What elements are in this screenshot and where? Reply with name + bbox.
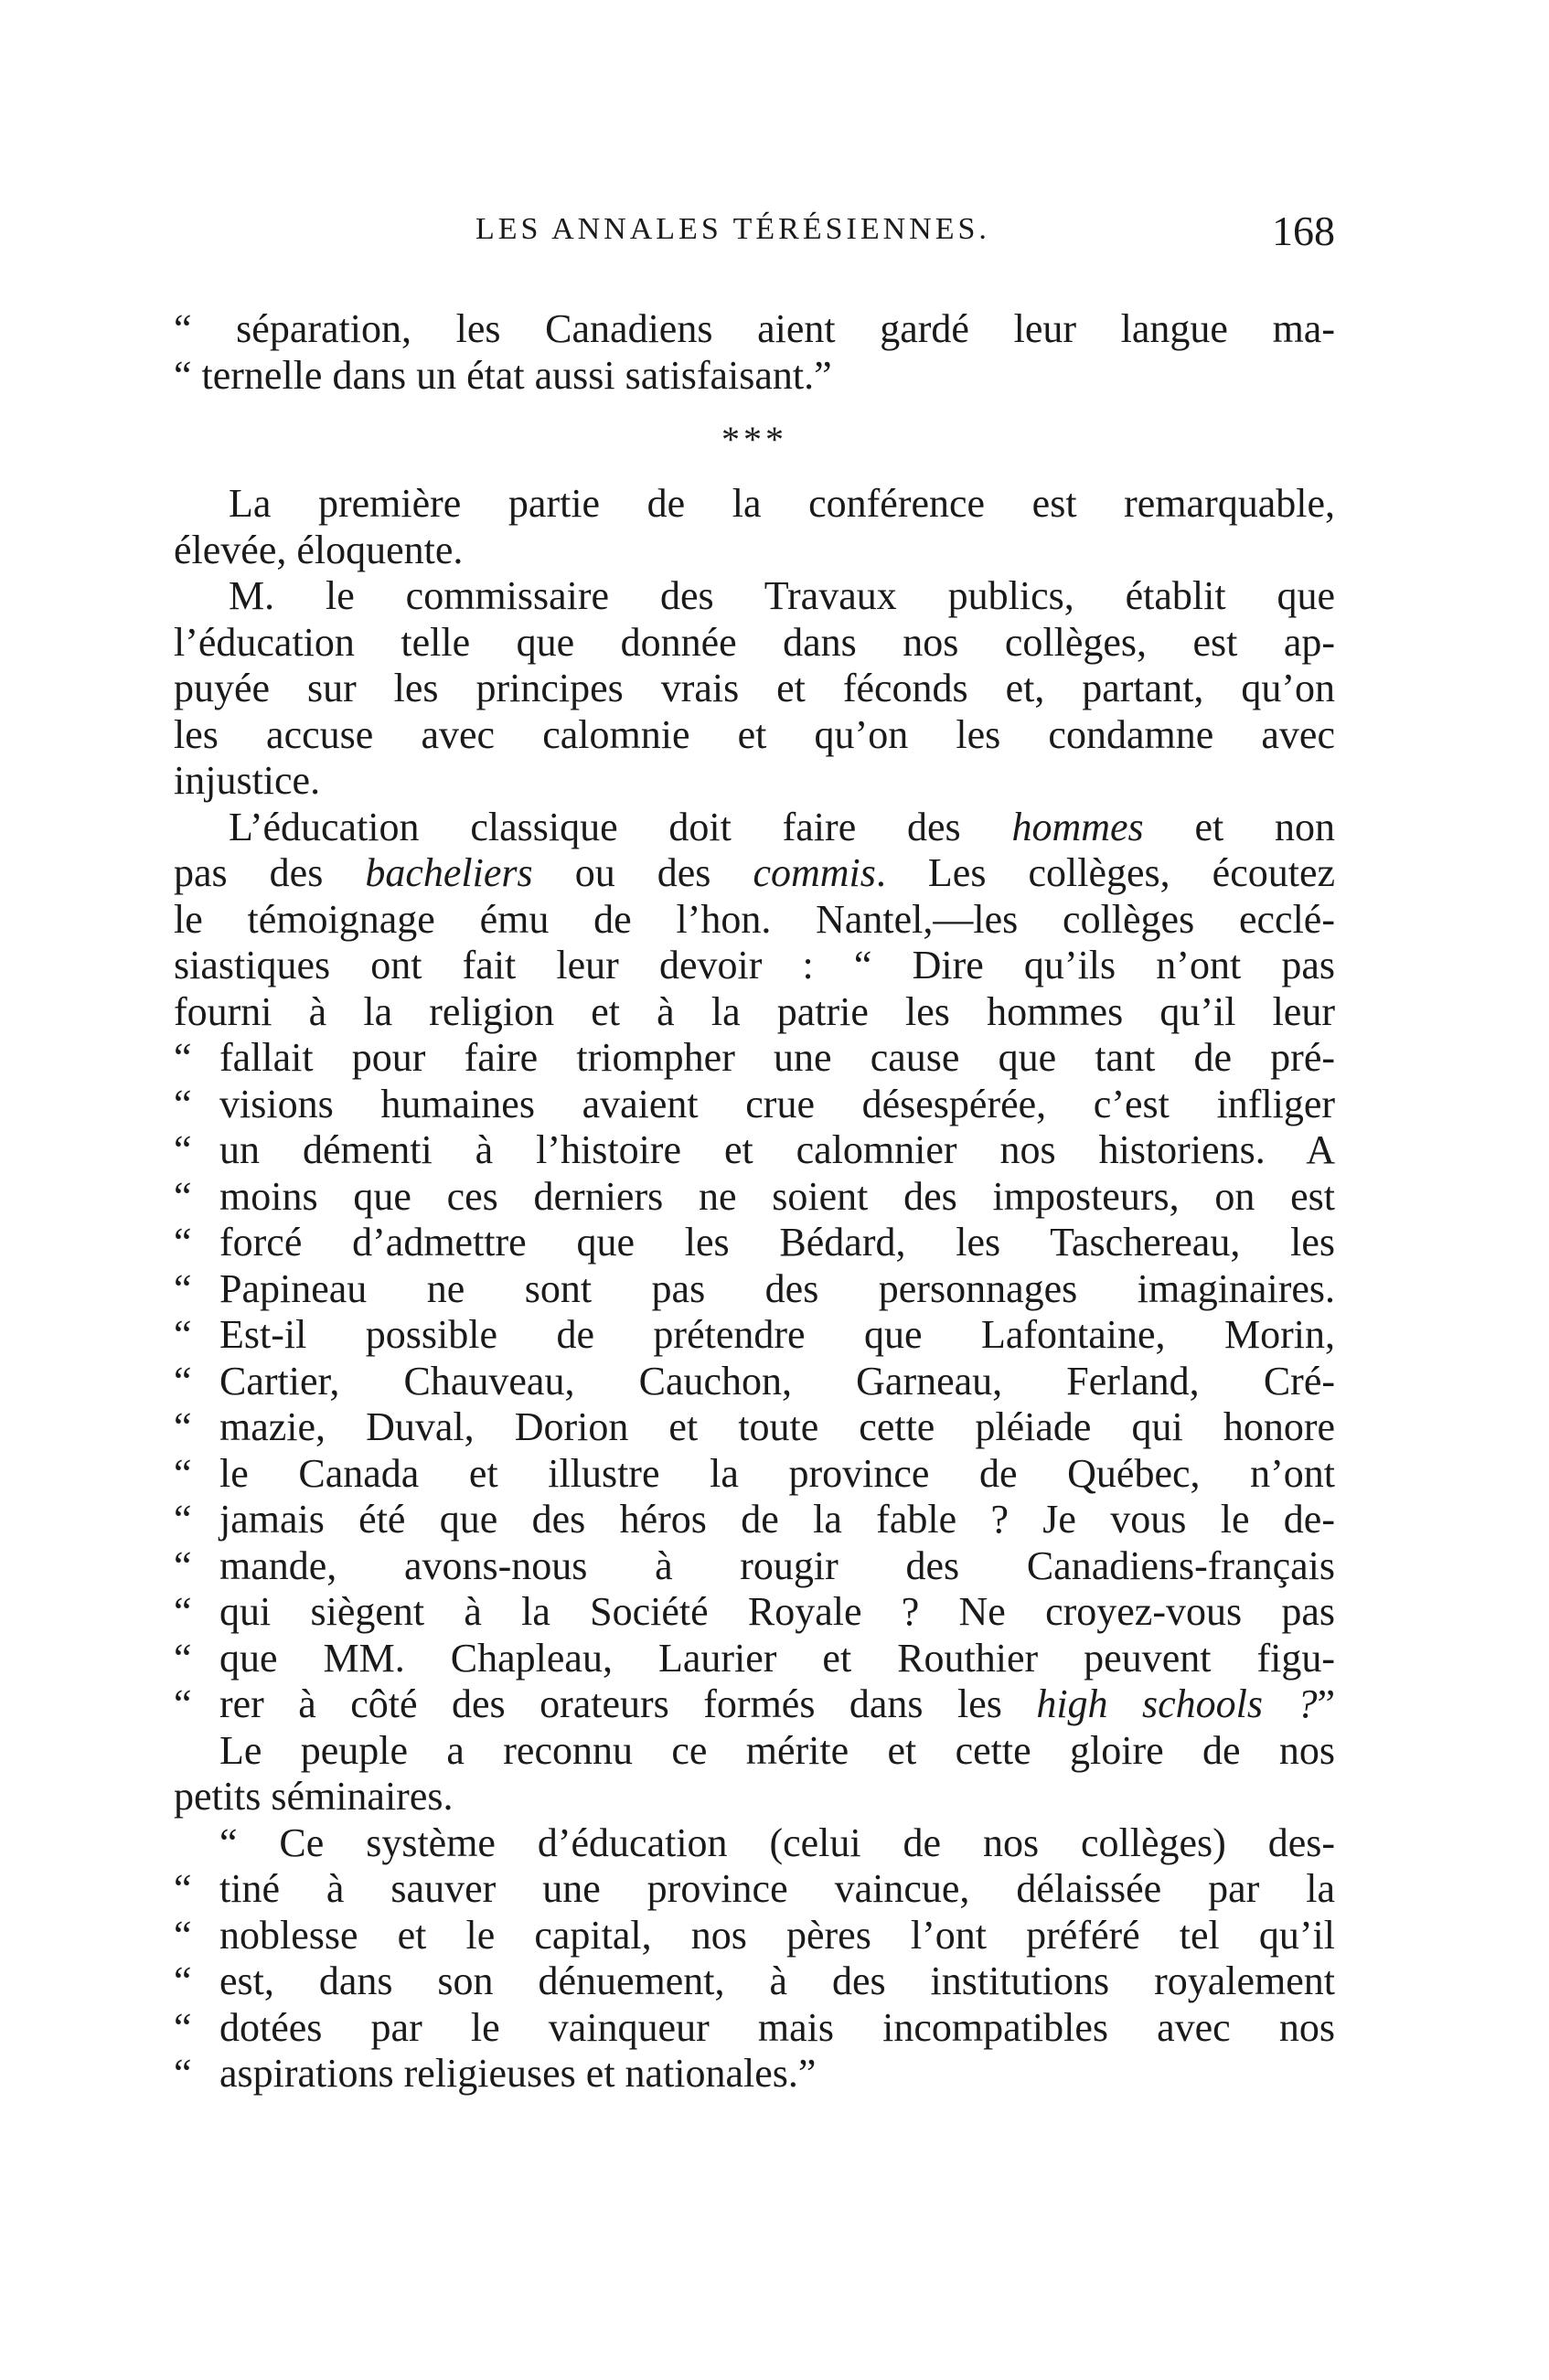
quoted-line xyxy=(174,2051,1335,2097)
quote-mark: “ xyxy=(174,1265,192,1311)
quoted-line xyxy=(174,1266,1335,1313)
quote-mark: “ xyxy=(174,1081,192,1126)
quoted-line xyxy=(174,1035,1335,1082)
text-segment: aspirations religieuses et nationales.” xyxy=(219,2051,817,2096)
quoted-line xyxy=(174,1451,1335,1498)
text-segment: fallait pour faire triompher une cause que tant de pré- xyxy=(219,1035,1335,1080)
text-segment: forcé d’admettre que les Bédard, les Taschereau, les xyxy=(219,1220,1335,1265)
text-line: les accuse avec calomnie et qu’on les condamne avec xyxy=(174,711,1335,757)
text-segment: Est-il possible de prétendre que Lafontaine, Morin, xyxy=(219,1312,1335,1357)
section-asterism: *** xyxy=(721,419,787,460)
text-segment: mazie, Duval, Dorion et toute cette pléiade qui honore xyxy=(219,1404,1335,1449)
quote-mark: “ xyxy=(174,1542,192,1588)
text-line: puyée sur les principes vrais et féconds et, partant, qu’on xyxy=(174,666,1335,710)
text-segment: qui siègent à la Société Royale ? Ne croyez-vous pas xyxy=(219,1589,1335,1634)
quote-mark: “ xyxy=(174,1404,192,1449)
text-segment: rer à côté des orateurs formés dans les xyxy=(219,1681,1037,1726)
text-segment: est, dans son dénuement, à des institutions royalement xyxy=(219,1958,1335,2003)
quote-mark: “ xyxy=(174,1127,192,1172)
quoted-line xyxy=(174,1958,1335,2005)
quoted-line xyxy=(174,1543,1335,1590)
body-text xyxy=(174,306,1335,2097)
italic-word: bacheliers xyxy=(365,850,533,895)
quoted-line xyxy=(174,1082,1335,1128)
text-segment: un démenti à l’histoire et calomnier nos historiens. A xyxy=(219,1127,1335,1172)
text-line: “ ternelle dans un état aussi satisfaisant.” xyxy=(174,352,832,398)
text-segment: noblesse et le capital, nos pères l’ont préféré tel qu’il xyxy=(219,1912,1335,1958)
text-segment: jamais été que des héros de la fable ? Je vous le de- xyxy=(219,1497,1335,1542)
italic-word: hommes xyxy=(1011,804,1144,849)
running-title: LES ANNALES TÉRÉSIENNES. xyxy=(475,212,990,246)
text-segment: Cartier, Chauveau, Cauchon, Garneau, Ferland, Cré- xyxy=(219,1358,1335,1403)
quote-mark: “ xyxy=(174,1173,192,1219)
text-line xyxy=(174,805,1335,851)
quote-mark: “ xyxy=(174,1912,192,1958)
italic-word: high schools ? xyxy=(1036,1681,1318,1726)
text-segment: visions humaines avaient crue désespérée, c’est infliger xyxy=(219,1081,1335,1126)
text-line: le témoignage ému de l’hon. Nantel,—les collèges ecclé- xyxy=(174,896,1335,942)
text-segment: le Canada et illustre la province de Québec, n’ont xyxy=(219,1450,1335,1496)
text-segment: tiné à sauver une province vaincue, délaissée par la xyxy=(219,1866,1335,1911)
text-line: “ séparation, les Canadiens aient gardé leur langue ma- xyxy=(174,306,1335,351)
text-line: injustice. xyxy=(174,758,321,803)
quote-mark: “ xyxy=(174,1220,192,1265)
quoted-line xyxy=(174,1636,1335,1682)
text-segment: ou des xyxy=(532,850,753,895)
text-line xyxy=(174,850,1335,897)
italic-word: commis xyxy=(753,850,876,895)
quote-mark: “ xyxy=(174,1035,192,1080)
quoted-line xyxy=(174,1681,1335,1728)
text-line: La première partie de la conférence est remarquable, xyxy=(229,481,1335,526)
text-line: élevée, éloquente. xyxy=(174,527,464,572)
text-segment: pas des xyxy=(174,850,366,895)
quoted-line xyxy=(174,1127,1335,1174)
quoted-line xyxy=(174,1913,1335,1959)
quoted-line xyxy=(174,1589,1335,1636)
quote-mark: “ xyxy=(174,2051,192,2096)
quoted-line xyxy=(174,1359,1335,1405)
quote-mark: “ xyxy=(174,2004,192,2050)
text-segment: ” xyxy=(1317,1681,1335,1726)
text-line: “ Ce système d’éducation (celui de nos collèges) des- xyxy=(219,1820,1335,1865)
quoted-line xyxy=(174,1174,1335,1221)
quoted-line xyxy=(174,1497,1335,1543)
text-line: M. le commissaire des Travaux publics, établit que xyxy=(229,573,1335,618)
quote-mark: “ xyxy=(174,1497,192,1542)
text-line: l’éducation telle que donnée dans nos collèges, est ap- xyxy=(174,619,1335,665)
text-segment: L’éducation classique doit faire des xyxy=(229,804,1012,849)
text-segment: Papineau ne sont pas des personnages imaginaires. xyxy=(219,1265,1335,1311)
quote-mark: “ xyxy=(174,1312,192,1357)
quote-mark: “ xyxy=(174,1681,192,1726)
text-line: fourni à la religion et à la patrie les hommes qu’il leur xyxy=(174,988,1335,1034)
quote-mark: “ xyxy=(174,1358,192,1403)
quote-mark: “ xyxy=(174,1866,192,1911)
text-segment: et non xyxy=(1143,804,1335,849)
text-segment: dotées par le vainqueur mais incompatibles avec nos xyxy=(219,2004,1335,2050)
quoted-line xyxy=(174,1404,1335,1451)
text-line: petits séminaires. xyxy=(174,1774,454,1819)
quoted-line xyxy=(174,1866,1335,1913)
quote-mark: “ xyxy=(174,1635,192,1681)
text-segment: moins que ces derniers ne soient des imposteurs, on est xyxy=(219,1173,1335,1219)
text-segment: . Les collèges, écoutez xyxy=(875,850,1336,895)
text-line: siastiques ont fait leur devoir : “ Dire qu’ils n’ont pas xyxy=(174,943,1335,987)
quote-mark: “ xyxy=(174,1589,192,1634)
text-line: Le peuple a reconnu ce mérite et cette gloire de nos xyxy=(219,1727,1335,1773)
page-number: 168 xyxy=(1272,208,1335,254)
page-header xyxy=(174,208,1335,267)
quote-mark: “ xyxy=(174,1958,192,2003)
text-segment: que MM. Chapleau, Laurier et Routhier peuvent figu- xyxy=(219,1635,1335,1681)
text-segment: mande, avons-nous à rougir des Canadiens-français xyxy=(219,1542,1335,1588)
quoted-line xyxy=(174,1220,1335,1266)
quoted-line xyxy=(174,1312,1335,1359)
quote-mark: “ xyxy=(174,1450,192,1496)
quoted-line xyxy=(174,2005,1335,2052)
